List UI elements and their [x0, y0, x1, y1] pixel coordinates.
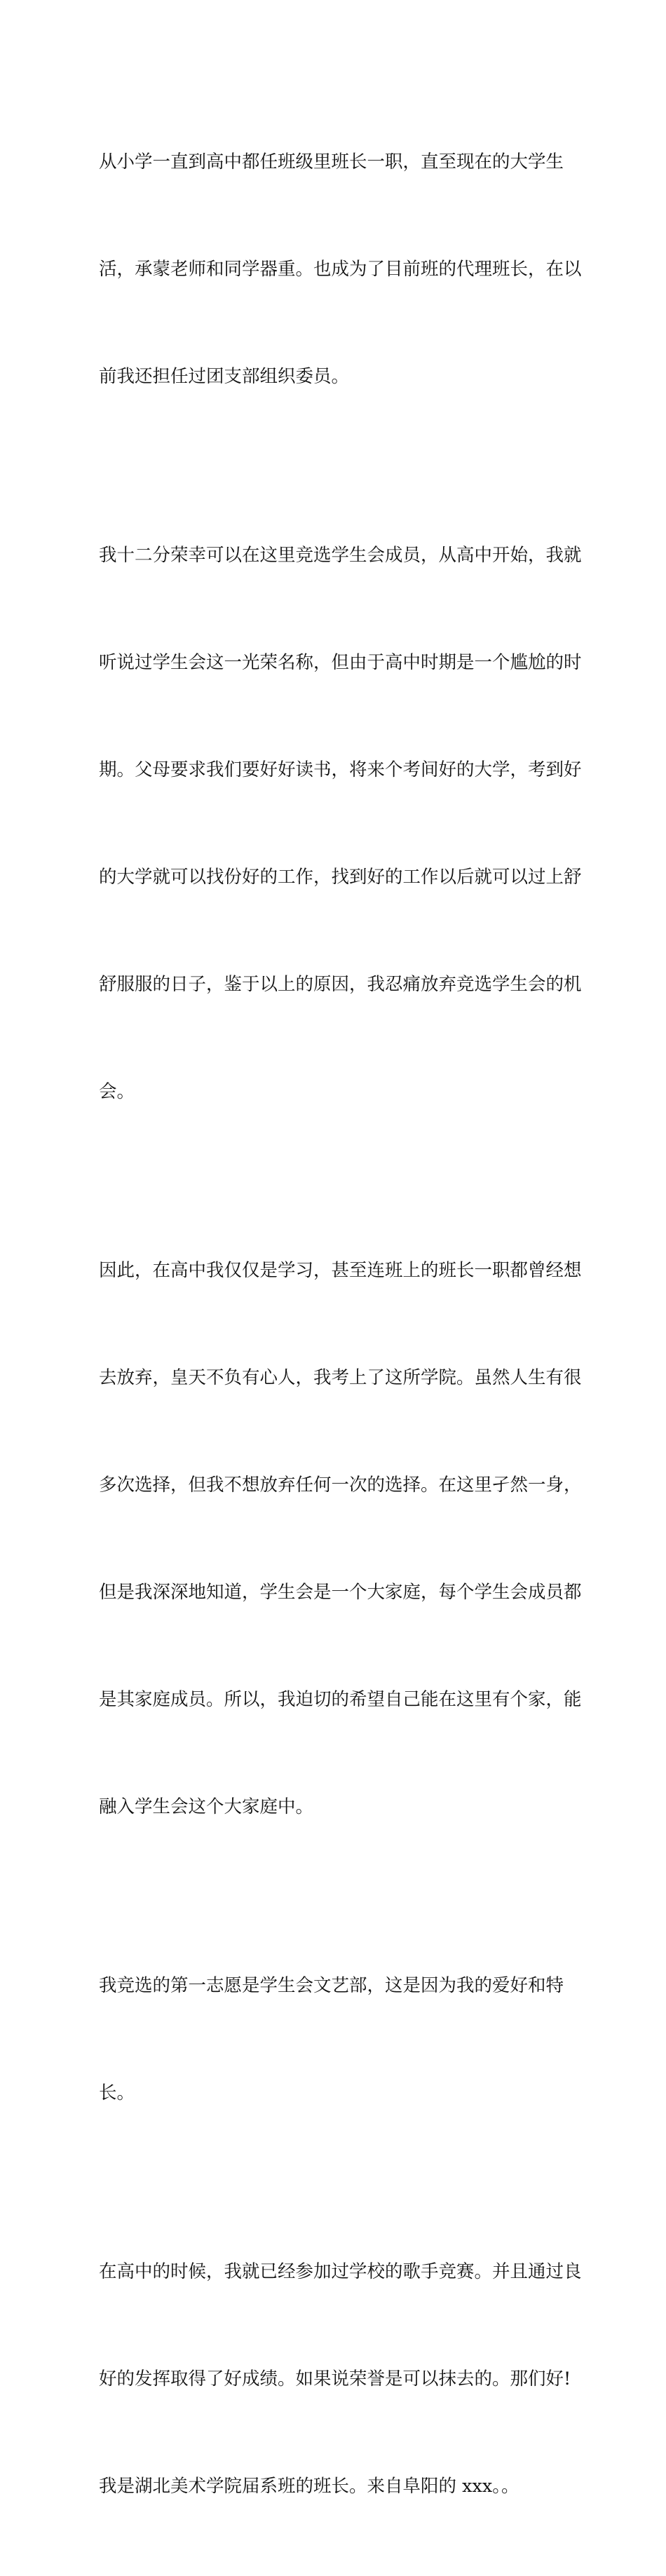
- paragraph-2: [99, 466, 582, 1181]
- text-line: 的大学就可以找份好的工作，找到好的工作以后就可以过上舒: [99, 867, 582, 888]
- text-line: 听说过学生会这一光荣名称，但由于高中时期是一个尴尬的时: [99, 652, 582, 673]
- text-line: 融入学生会这个大家庭中。: [99, 1796, 314, 1817]
- text-line: 但是我深深地知道，学生会是一个大家庭，每个学生会成员都: [99, 1582, 582, 1603]
- text-line: 多次选择，但我不想放弃任何一次的选择。在这里孑然一身，: [99, 1475, 582, 1496]
- paragraph-3: [99, 1181, 582, 1897]
- text-line: 是其家庭成员。所以，我迫切的希望自己能在这里有个家，能: [99, 1689, 582, 1710]
- text-line: 舒服服的日子，鉴于以上的原因，我忍痛放弃竞选学生会的机: [99, 974, 582, 995]
- paragraph-4: [99, 1897, 572, 2183]
- text-line: 期。父母要求我们要好好读书，将来个考间好的大学，考到好: [99, 759, 582, 780]
- text-line: 会。: [99, 1081, 135, 1102]
- paragraph-5: [99, 2183, 582, 2576]
- text-line: 长。: [99, 2082, 135, 2103]
- text-line: 在高中的时候，我就已经参加过学校的歌手竞赛。并且通过良: [99, 2261, 582, 2282]
- text-line: 去放弃，皇天不负有心人，我考上了这所学院。虽然人生有很: [99, 1367, 582, 1388]
- text-line: 我十二分荣幸可以在这里竞选学生会成员，从高中开始，我就: [99, 545, 582, 566]
- text-line: 从小学一直到高中都任班级里班长一职，直至现在的大学生: [99, 151, 564, 172]
- text-line: 我是湖北美术学院届系班的班长。来自阜阳的 xxx。。: [99, 2476, 519, 2497]
- paragraph-1: [99, 73, 582, 466]
- text-line: 活，承蒙老师和同学器重。也成为了目前班的代理班长，在以: [99, 259, 582, 280]
- text-line: 我竞选的第一志愿是学生会文艺部，这是因为我的爱好和特: [99, 1975, 564, 1996]
- text-line: 前我还担任过团支部组织委员。: [99, 366, 350, 387]
- text-line: 因此，在高中我仅仅是学习，甚至连班上的班长一职都曾经想: [99, 1260, 582, 1281]
- document-body: [99, 73, 582, 2576]
- text-line: 好的发挥取得了好成绩。如果说荣誉是可以抹去的。那们好!: [99, 2368, 571, 2389]
